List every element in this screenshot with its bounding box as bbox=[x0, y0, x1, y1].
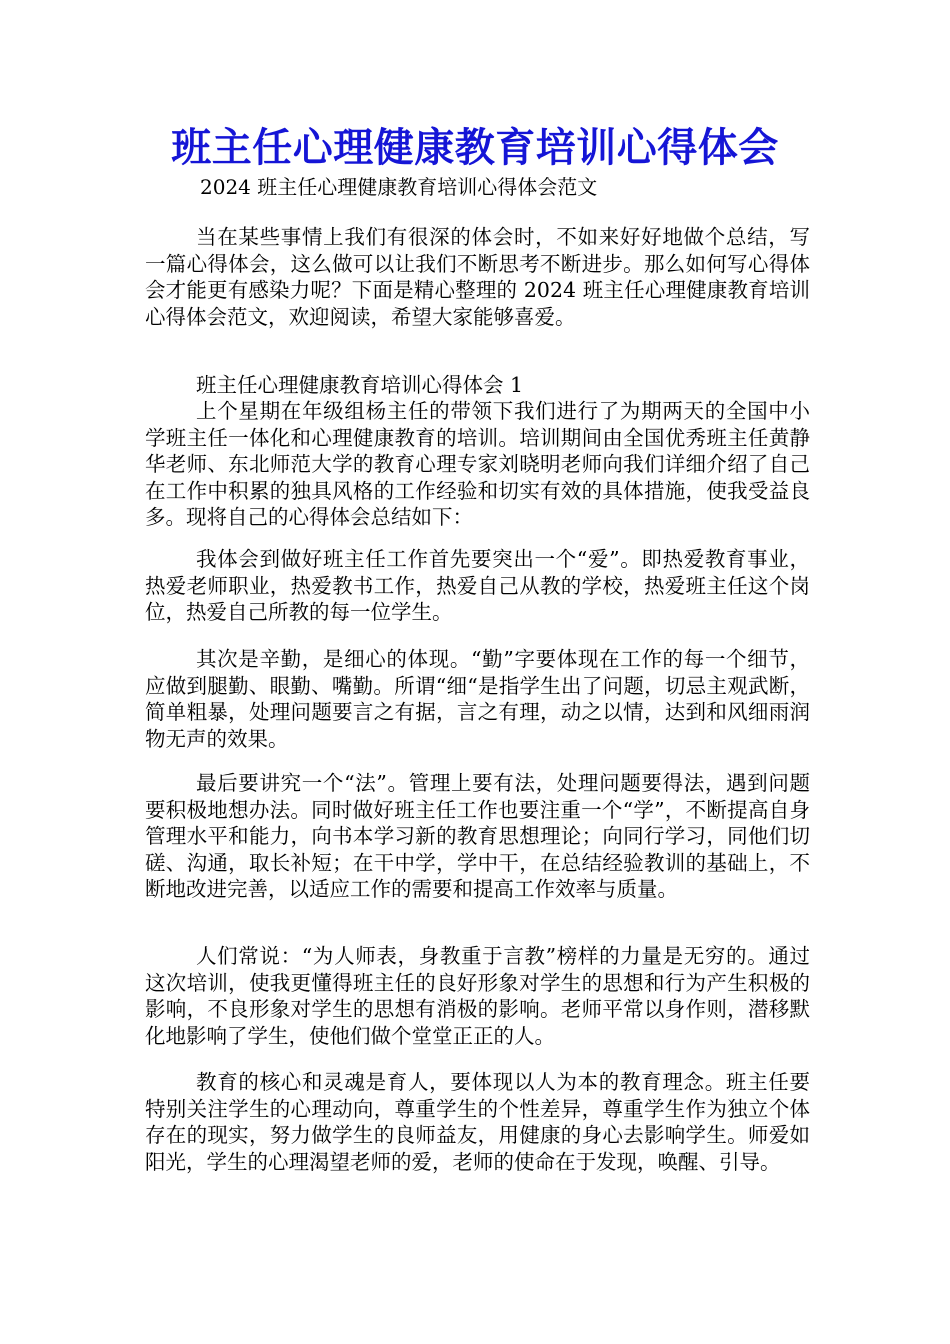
intro-paragraph: 当在某些事情上我们有很深的体会时，不如来好好地做个总结，写一篇心得体会，这么做可以让我们不断思考不断进步。那么如何写心得体会才能更有感染力呢？下面是精心整理的 2024 班主任心理健康教育培训心得体会范文，欢迎阅读，希望大家能够喜爱。 bbox=[145, 225, 810, 329]
document-title: 班主任心理健康教育培训心得体会 bbox=[171, 124, 779, 171]
body-paragraph-2: 我体会到做好班主任工作首先要突出一个“爱”。即热爱教育事业，热爱老师职业，热爱教书工作，热爱自己从教的学校，热爱班主任这个岗位，热爱自己所教的每一位学生。 bbox=[145, 547, 810, 624]
body-paragraph-5: 人们常说：“为人师表，身教重于言教”榜样的力量是无穷的。通过这次培训，使我更懂得班主任的良好形象对学生的思想和行为产生积极的影响，不良形象对学生的思想有消极的影响。老师平常以身作则，潜移默化地影响了学生，使他们做个堂堂正正的人。 bbox=[145, 944, 810, 1048]
body-paragraph-1: 上个星期在年级组杨主任的带领下我们进行了为期两天的全国中小学班主任一体化和心理健康教育的培训。培训期间由全国优秀班主任黄静华老师、东北师范大学的教育心理专家刘晓明老师向我们详细介绍了自己在工作中积累的独具风格的工作经验和切实有效的具体措施，使我受益良多。现将自己的心得体会总结如下： bbox=[145, 399, 810, 529]
body-paragraph-6: 教育的核心和灵魂是育人，要体现以人为本的教育理念。班主任要特别关注学生的心理动向，尊重学生的个性差异，尊重学生作为独立个体存在的现实，努力做学生的良师益友，用健康的身心去影响学生。师爱如阳光，学生的心理渴望老师的爱，老师的使命在于发现，唤醒、引导。 bbox=[145, 1070, 810, 1174]
body-paragraph-4: 最后要讲究一个“法”。管理上要有法，处理问题要得法，遇到问题要积极地想办法。同时做好班主任工作也要注重一个“学”，不断提高自身管理水平和能力，向书本学习新的教育思想理论；向同行学习，同他们切磋、沟通，取长补短；在干中学，学中干，在总结经验教训的基础上，不断地改进完善，以适应工作的需要和提高工作效率与质量。 bbox=[145, 771, 810, 901]
section-heading: 班主任心理健康教育培训心得体会 1 bbox=[196, 373, 524, 397]
body-paragraph-3: 其次是辛勤，是细心的体现。“勤”字要体现在工作的每一个细节，应做到腿勤、眼勤、嘴勤。所谓“细“是指学生出了问题，切忌主观武断，简单粗暴，处理问题要言之有据，言之有理，动之以情，达到和风细雨润物无声的效果。 bbox=[145, 647, 810, 751]
document-subtitle: 2024 班主任心理健康教育培训心得体会范文 bbox=[200, 175, 598, 199]
